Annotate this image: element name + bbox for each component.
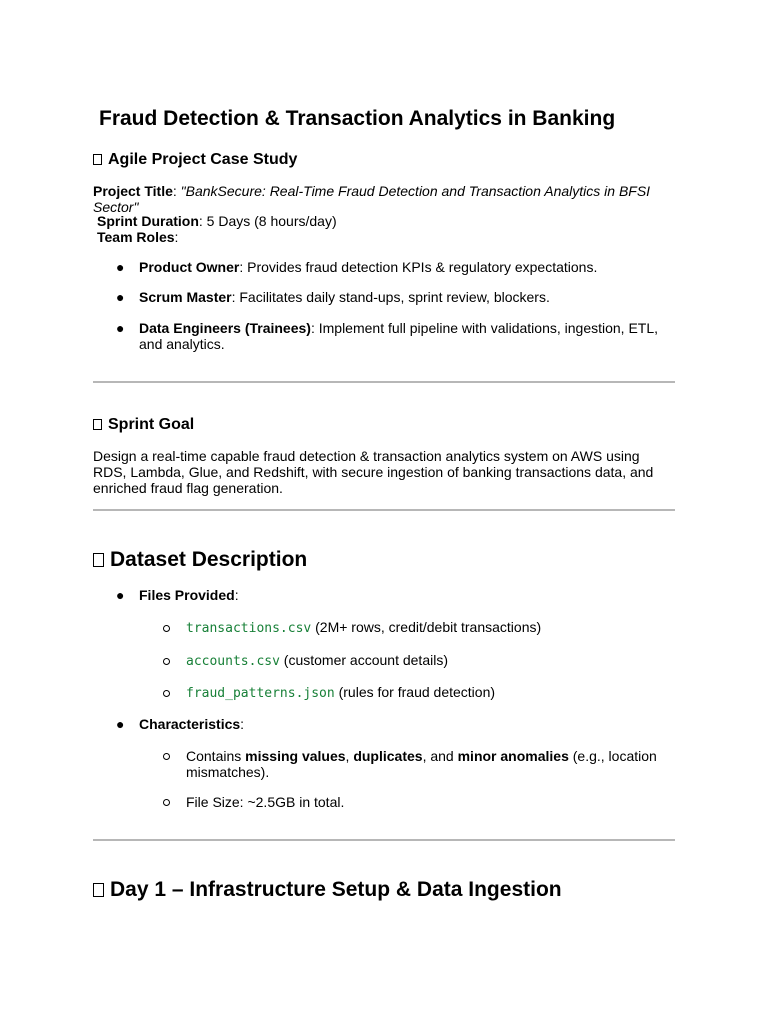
role-item: Scrum Master: Facilitates daily stand-ups, sprint review, blockers. xyxy=(139,289,550,305)
team-roles-label: Team Roles: xyxy=(97,229,179,245)
sprint-duration: Sprint Duration: 5 Days (8 hours/day) xyxy=(97,213,337,229)
sub-bullet-icon xyxy=(163,799,170,806)
sub-bullet-icon xyxy=(163,690,170,697)
divider xyxy=(93,839,675,841)
role-item: Product Owner: Provides fraud detection KPIs & regulatory expectations. xyxy=(139,259,598,275)
bullet-icon: ● xyxy=(116,587,125,603)
characteristic-file-size: File Size: ~2.5GB in total. xyxy=(186,794,345,810)
placeholder-glyph-icon xyxy=(93,883,104,897)
characteristic-contains: Contains missing values, duplicates, and minor anomalies (e.g., location mismatches). xyxy=(186,748,657,780)
case-study-heading: Agile Project Case Study xyxy=(93,151,297,169)
divider xyxy=(93,509,675,511)
file-item: fraud_patterns.json (rules for fraud detection) xyxy=(186,684,496,701)
bullet-icon: ● xyxy=(116,320,125,336)
sub-bullet-icon xyxy=(163,625,170,632)
characteristics-item: Characteristics: xyxy=(139,716,245,732)
divider xyxy=(93,381,675,383)
bullet-icon: ● xyxy=(116,716,125,732)
day1-heading: Day 1 – Infrastructure Setup & Data Ingestion xyxy=(93,878,562,902)
bullet-icon: ● xyxy=(116,289,125,305)
sub-bullet-icon xyxy=(163,753,170,760)
project-title: Project Title: "BankSecure: Real-Time Fraud Detection and Transaction Analytics in BFSI Sector" xyxy=(93,183,651,215)
sprint-goal-text: Design a real-time capable fraud detection & transaction analytics system on AWS using RDS, Lambda, Glue, and Redshift, with secure ingestion of banking transactions data, and enriched fraud flag generation. xyxy=(93,448,654,496)
placeholder-glyph-icon xyxy=(93,154,102,165)
sub-bullet-icon xyxy=(163,658,170,665)
sprint-goal-heading: Sprint Goal xyxy=(93,416,194,434)
file-item: accounts.csv (customer account details) xyxy=(186,652,448,669)
file-item: transactions.csv (2M+ rows, credit/debit transactions) xyxy=(186,619,542,636)
files-provided-item: Files Provided: xyxy=(139,587,239,603)
placeholder-glyph-icon xyxy=(93,553,104,567)
role-item: Data Engineers (Trainees): Implement full pipeline with validations, ingestion, ETL, and analytics. xyxy=(139,320,659,352)
document-title: Fraud Detection & Transaction Analytics in Banking xyxy=(99,107,616,130)
dataset-heading: Dataset Description xyxy=(93,548,307,572)
placeholder-glyph-icon xyxy=(93,419,102,430)
bullet-icon: ● xyxy=(116,259,125,275)
